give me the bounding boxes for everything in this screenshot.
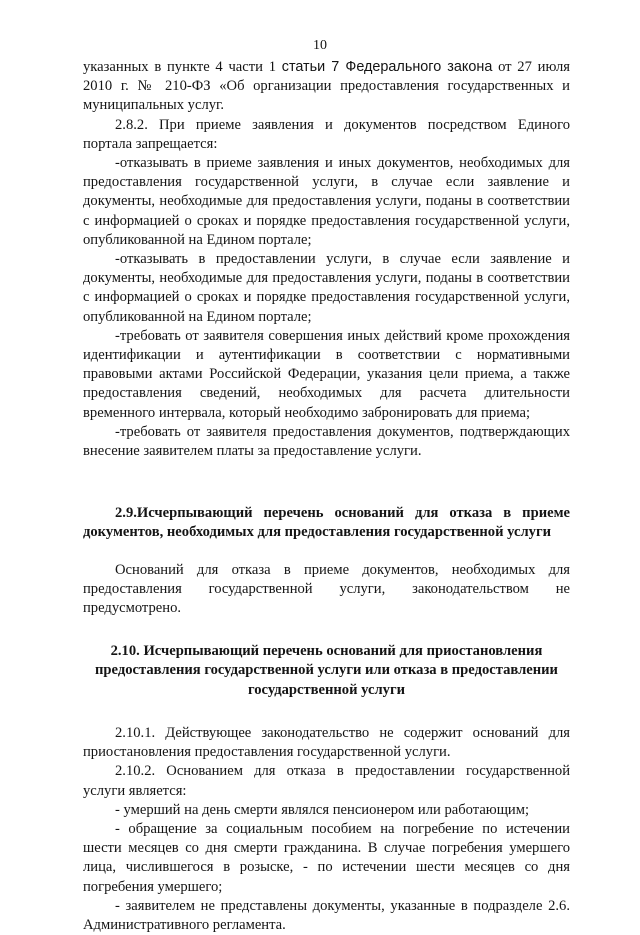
section-2-9-heading: 2.9.Исчерпывающий перечень оснований для отказа в приеме документов, необходимых для предоставления государственной услуги bbox=[83, 505, 570, 541]
section-2-10-item-2: - обращение за социальным пособием на погребение по истечении шести месяцев со дня смерти гражданина. В случае погребения умершего лица, числившегося в розыске, - по истечении шести месяцев со дня погребения умершего; bbox=[83, 820, 570, 895]
section-2-10-heading: 2.10. Исчерпывающий перечень оснований для приостановления предоставления государственной услуги или отказа в предоставлении государственной услуги bbox=[95, 643, 558, 698]
section-2-10-2: 2.10.2. Основанием для отказа в предоставлении государственной услуги является: bbox=[83, 763, 570, 799]
section-2-9-text: Оснований для отказа в приеме документов, необходимых для предоставления государственной услуги, законодательством не предусмотрено. bbox=[83, 561, 570, 617]
section-2-10-1: 2.10.1. Действующее законодательство не содержит оснований для приостановления предоставления государственной услуги. bbox=[83, 724, 570, 761]
page-number: 10 bbox=[313, 38, 327, 53]
section-2-8-2-item-4: -требовать от заявителя предоставления документов, подтверждающих внесение заявителем платы за предоставление услуги. bbox=[83, 423, 570, 460]
section-2-8-2-item-3: -требовать от заявителя совершения иных действий кроме прохождения идентификации и аутентификации в соответствии с нормативными правовыми актами Российской Федерации, указания цели приема, а также предоставления сведений, необходимых для расчета длительности временного интервала, который необходимо забронировать для приема; bbox=[83, 327, 570, 421]
continuation-part-3: от 27 июля 2010 г. № 210-ФЗ «Об организации предоставления государственных и муниципальных услуг. bbox=[83, 59, 570, 114]
section-2-8-2-item-2: -отказывать в предоставлении услуги, в случае если заявление и документы, необходимые для предоставления услуги, поданы в соответствии с информацией о сроках и порядке предоставления государственной услуги, опубликованной на Едином портале; bbox=[83, 251, 570, 325]
continuation-paragraph bbox=[83, 58, 570, 116]
continuation-part-2: статьи 7 Федерального закона bbox=[281, 59, 493, 75]
section-2-8-2-intro: 2.8.2. При приеме заявления и документов посредством Единого портала запрещается: bbox=[83, 116, 570, 152]
continuation-part-1: указанных в пункте 4 части 1 bbox=[83, 59, 282, 75]
document-body bbox=[83, 58, 570, 935]
section-2-8-2-item-1: -отказывать в приеме заявления и иных документов, необходимых для предоставления государственной услуги, в случае если заявление и документы, необходимые для предоставления услуги, поданы в соответствии с информацией о сроках и порядке предоставления государственной услуги, опубликованной на Едином портале; bbox=[83, 155, 570, 248]
section-2-10-item-1: - умерший на день смерти являлся пенсионером или работающим; bbox=[115, 801, 530, 818]
section-2-10-item-3: - заявителем не представлены документы, указанные в подразделе 2.6. Административного регламента. bbox=[83, 897, 570, 933]
